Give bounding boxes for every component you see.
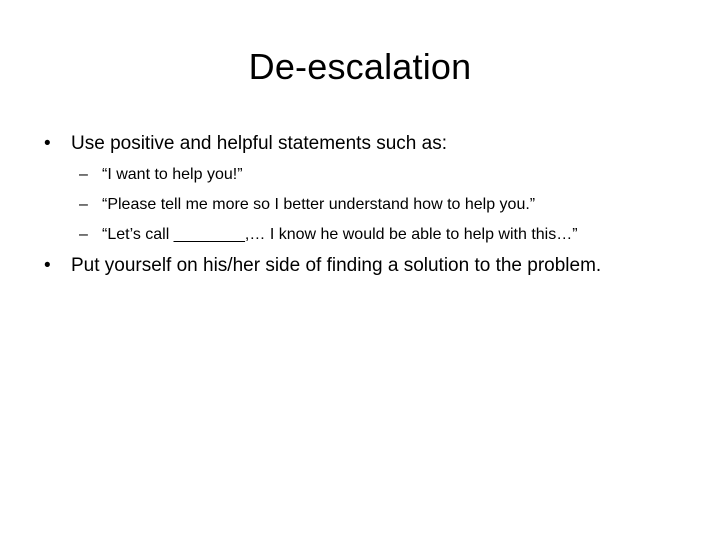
slide-title: De-escalation bbox=[248, 46, 472, 87]
sub-bullet-marker: – bbox=[79, 196, 88, 213]
bullet-text: Use positive and helpful statements such as: bbox=[71, 133, 447, 154]
sub-bullet-text: “Let’s call ________,… I know he would be able to help with this…” bbox=[102, 226, 578, 243]
sub-bullet-marker: – bbox=[79, 166, 88, 183]
bullet-text: Put yourself on his/her side of finding a solution to the problem. bbox=[71, 255, 602, 276]
bullet-marker: • bbox=[44, 133, 51, 154]
sub-bullet-marker: – bbox=[79, 226, 88, 243]
sub-bullet-text: “I want to help you!” bbox=[102, 166, 243, 183]
sub-bullet-text: “Please tell me more so I better understand how to help you.” bbox=[102, 196, 536, 213]
bullet-marker: • bbox=[44, 255, 51, 276]
